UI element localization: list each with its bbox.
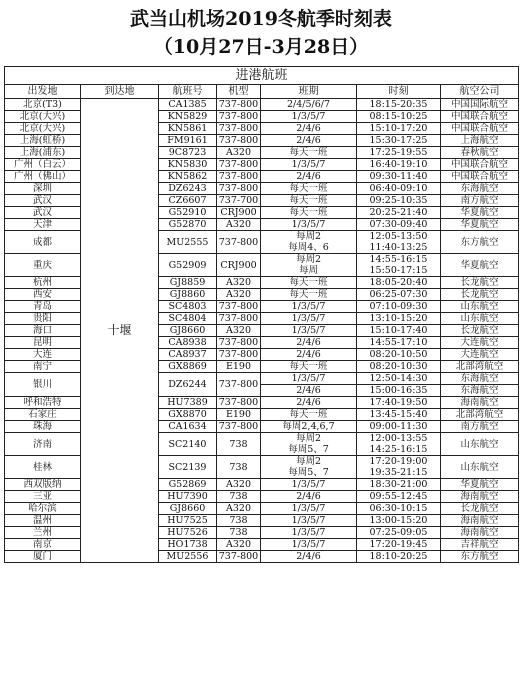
- days-cell-line: 每周: [298, 265, 318, 276]
- origin-cell: 哈尔滨: [5, 503, 81, 515]
- airline-cell: 海南航空: [441, 515, 519, 527]
- days-cell: 1/3/5/7: [261, 503, 357, 515]
- airline-cell: 中国联合航空: [441, 159, 519, 171]
- origin-cell: 武汉: [5, 195, 81, 207]
- time-cell: 09:30-11:40: [357, 171, 441, 183]
- aircraft-cell: 737-800: [217, 159, 261, 171]
- page-title: 武当山机场2019冬航季时刻表: [130, 8, 392, 30]
- time-cell: 13:00-15:20: [357, 515, 441, 527]
- airline-cell: 吉祥航空: [441, 539, 519, 551]
- days-cell: [261, 254, 357, 277]
- aircraft-cell: 737-800: [217, 397, 261, 409]
- days-cell: 2/4/6: [261, 135, 357, 147]
- origin-cell: 大连: [5, 349, 81, 361]
- flight-number-cell: GJ8859: [159, 277, 217, 289]
- flight-number-cell: GJ8860: [159, 289, 217, 301]
- aircraft-cell: 737-800: [217, 337, 261, 349]
- origin-cell: 西双版纳: [5, 479, 81, 491]
- airline-cell: 山东航空: [441, 301, 519, 313]
- column-header-destination: 到达地: [81, 85, 159, 99]
- days-cell: 2/4/6: [261, 551, 357, 563]
- time-cell: 18:05-20:40: [357, 277, 441, 289]
- days-cell: 每周2,4,6,7: [261, 421, 357, 433]
- airline-cell: 春秋航空: [441, 147, 519, 159]
- time-cell: 17:20-19:45: [357, 539, 441, 551]
- days-cell-line: 每周2: [295, 254, 322, 265]
- airline-cell: 中国联合航空: [441, 123, 519, 135]
- aircraft-cell: 738: [217, 515, 261, 527]
- time-cell: 17:25-19:55: [357, 147, 441, 159]
- origin-cell: 银川: [5, 373, 81, 397]
- days-cell-line: 每周2: [295, 456, 322, 467]
- airline-cell: 东海航空: [441, 385, 519, 397]
- days-cell: 2/4/6: [261, 171, 357, 183]
- origin-cell: 温州: [5, 515, 81, 527]
- aircraft-cell: 738: [217, 491, 261, 503]
- table-row: [5, 99, 519, 111]
- time-cell: 15:00-16:35: [357, 385, 441, 397]
- airline-cell: 东方航空: [441, 231, 519, 254]
- flight-number-cell: GX8869: [159, 361, 217, 373]
- origin-cell: 兰州: [5, 527, 81, 539]
- airline-cell: 中国联合航空: [441, 111, 519, 123]
- days-cell: 1/3/5/7: [261, 373, 357, 385]
- aircraft-cell: A320: [217, 479, 261, 491]
- days-cell: 1/3/5/7: [261, 325, 357, 337]
- time-cell-line: 12:05-13:50: [369, 231, 428, 242]
- aircraft-cell: CRJ900: [217, 254, 261, 277]
- origin-cell: 珠海: [5, 421, 81, 433]
- days-cell-line: 每周5、7: [288, 467, 329, 478]
- days-cell: 1/3/5/7: [261, 159, 357, 171]
- time-cell: 18:10-20:25: [357, 551, 441, 563]
- origin-cell: 桂林: [5, 456, 81, 479]
- time-cell: [357, 456, 441, 479]
- days-cell: 2/4/6: [261, 397, 357, 409]
- origin-cell: 杭州: [5, 277, 81, 289]
- section-label: 进港航班: [5, 67, 519, 85]
- days-cell: 1/3/5/7: [261, 515, 357, 527]
- origin-cell: 海口: [5, 325, 81, 337]
- flight-number-cell: CA1634: [159, 421, 217, 433]
- time-cell: 15:30-17:25: [357, 135, 441, 147]
- airline-cell: 长龙航空: [441, 289, 519, 301]
- origin-cell: 西安: [5, 289, 81, 301]
- aircraft-cell: 737-800: [217, 135, 261, 147]
- aircraft-cell: E190: [217, 409, 261, 421]
- flight-number-cell: GX8870: [159, 409, 217, 421]
- flight-number-cell: CA8937: [159, 349, 217, 361]
- days-cell: 2/4/6: [261, 123, 357, 135]
- flight-number-cell: CZ6607: [159, 195, 217, 207]
- origin-cell: 上海(虹桥): [5, 135, 81, 147]
- days-cell: 1/3/5/7: [261, 539, 357, 551]
- time-cell: 15:10-17:20: [357, 123, 441, 135]
- origin-cell: 昆明: [5, 337, 81, 349]
- days-cell-line: 每周5、7: [288, 444, 329, 455]
- aircraft-cell: A320: [217, 147, 261, 159]
- time-cell: [357, 254, 441, 277]
- aircraft-cell: E190: [217, 361, 261, 373]
- origin-cell: 南宁: [5, 361, 81, 373]
- time-cell-line: 12:00-13:55: [369, 433, 428, 444]
- flight-number-cell: KN5830: [159, 159, 217, 171]
- airline-cell: 长龙航空: [441, 503, 519, 515]
- flight-number-cell: KN5861: [159, 123, 217, 135]
- airline-cell: 海南航空: [441, 527, 519, 539]
- time-cell-line: 14:25-16:15: [369, 444, 428, 455]
- airline-cell: 北部湾航空: [441, 361, 519, 373]
- timetable: [4, 66, 519, 563]
- origin-cell: 天津: [5, 219, 81, 231]
- airline-cell: 长龙航空: [441, 277, 519, 289]
- aircraft-cell: 737-800: [217, 183, 261, 195]
- airline-cell: 华夏航空: [441, 219, 519, 231]
- flight-number-cell: DZ6244: [159, 373, 217, 397]
- airline-cell: 海南航空: [441, 397, 519, 409]
- days-cell: 1/3/5/7: [261, 479, 357, 491]
- time-cell-line: 17:20-19:00: [369, 456, 428, 467]
- days-cell: 每天一班: [261, 289, 357, 301]
- flight-number-cell: G52870: [159, 219, 217, 231]
- time-cell: 13:10-15:20: [357, 313, 441, 325]
- time-cell: 20:25-21:40: [357, 207, 441, 219]
- days-cell: 1/3/5/7: [261, 527, 357, 539]
- days-cell: [261, 456, 357, 479]
- days-cell: 1/3/5/7: [261, 111, 357, 123]
- column-header-flight: 航班号: [159, 85, 217, 99]
- days-cell: 每天一班: [261, 183, 357, 195]
- aircraft-cell: 738: [217, 527, 261, 539]
- airline-cell: 山东航空: [441, 433, 519, 456]
- section-row: [5, 67, 519, 85]
- origin-cell: 北京(大兴): [5, 123, 81, 135]
- time-cell: 09:00-11:30: [357, 421, 441, 433]
- time-cell: 18:15-20:35: [357, 99, 441, 111]
- aircraft-cell: 737-800: [217, 373, 261, 397]
- origin-cell: 成都: [5, 231, 81, 254]
- flight-number-cell: G52909: [159, 254, 217, 277]
- days-cell: 每天一班: [261, 277, 357, 289]
- flight-number-cell: 9C8723: [159, 147, 217, 159]
- time-cell-line: 14:55-16:15: [369, 254, 428, 265]
- flight-number-cell: HU7526: [159, 527, 217, 539]
- flight-number-cell: KN5829: [159, 111, 217, 123]
- flight-number-cell: KN5862: [159, 171, 217, 183]
- aircraft-cell: 737-800: [217, 301, 261, 313]
- flight-number-cell: G52910: [159, 207, 217, 219]
- aircraft-cell: 737-800: [217, 123, 261, 135]
- flight-number-cell: MU2556: [159, 551, 217, 563]
- days-cell: 2/4/6: [261, 349, 357, 361]
- flight-number-cell: HU7389: [159, 397, 217, 409]
- airline-cell: 大连航空: [441, 349, 519, 361]
- airline-cell: 南方航空: [441, 421, 519, 433]
- origin-cell: 三亚: [5, 491, 81, 503]
- time-cell: 18:30-21:00: [357, 479, 441, 491]
- flight-number-cell: SC4803: [159, 301, 217, 313]
- time-cell: [357, 433, 441, 456]
- column-header-origin: 出发地: [5, 85, 81, 99]
- time-cell-line: 15:50-17:15: [369, 265, 428, 276]
- aircraft-cell: 737-800: [217, 313, 261, 325]
- aircraft-cell: CRJ900: [217, 207, 261, 219]
- flight-number-cell: MU2555: [159, 231, 217, 254]
- days-cell: 每天一班: [261, 409, 357, 421]
- days-cell: 每天一班: [261, 195, 357, 207]
- origin-cell: 广州（佛山）: [5, 171, 81, 183]
- origin-cell: 北京(T3): [5, 99, 81, 111]
- days-cell: [261, 433, 357, 456]
- column-header-time: 时刻: [357, 85, 441, 99]
- aircraft-cell: A320: [217, 289, 261, 301]
- page-subtitle: （10月27日-3月28日）: [153, 36, 369, 58]
- airline-cell: 东海航空: [441, 373, 519, 385]
- destination-cell: 十堰: [81, 99, 159, 563]
- origin-cell: 石家庄: [5, 409, 81, 421]
- origin-cell: 上海(浦东): [5, 147, 81, 159]
- aircraft-cell: 737-800: [217, 349, 261, 361]
- days-cell: 2/4/6: [261, 491, 357, 503]
- time-cell: 16:40-19:10: [357, 159, 441, 171]
- time-cell: 09:55-12:45: [357, 491, 441, 503]
- time-cell: 15:10-17:40: [357, 325, 441, 337]
- airline-cell: 大连航空: [441, 337, 519, 349]
- origin-cell: 南京: [5, 539, 81, 551]
- days-cell-line: 每周2: [295, 433, 322, 444]
- days-cell-line: 每周4、6: [288, 242, 329, 253]
- aircraft-cell: 738: [217, 456, 261, 479]
- days-cell: [261, 231, 357, 254]
- days-cell: 2/4/6: [261, 337, 357, 349]
- time-cell: 17:40-19:50: [357, 397, 441, 409]
- origin-cell: 北京(大兴): [5, 111, 81, 123]
- column-header-aircraft: 机型: [217, 85, 261, 99]
- header-row: [5, 85, 519, 99]
- column-header-airline: 航空公司: [441, 85, 519, 99]
- time-cell: 14:55-17:10: [357, 337, 441, 349]
- airline-cell: 中国国际航空: [441, 99, 519, 111]
- time-cell: 09:25-10:35: [357, 195, 441, 207]
- time-cell: 07:10-09:30: [357, 301, 441, 313]
- aircraft-cell: A320: [217, 219, 261, 231]
- airline-cell: 上海航空: [441, 135, 519, 147]
- aircraft-cell: 737-800: [217, 551, 261, 563]
- flight-number-cell: HU7525: [159, 515, 217, 527]
- flight-number-cell: SC2140: [159, 433, 217, 456]
- airline-cell: 中国联合航空: [441, 171, 519, 183]
- flight-number-cell: FM9161: [159, 135, 217, 147]
- flight-number-cell: HU7390: [159, 491, 217, 503]
- days-cell: 1/3/5/7: [261, 219, 357, 231]
- time-cell: 06:25-07:30: [357, 289, 441, 301]
- time-cell: 08:20-10:30: [357, 361, 441, 373]
- days-cell: 2/4/5/6/7: [261, 99, 357, 111]
- origin-cell: 济南: [5, 433, 81, 456]
- airline-cell: 东海航空: [441, 183, 519, 195]
- time-cell: 08:15-10:25: [357, 111, 441, 123]
- days-cell: 2/4/6: [261, 385, 357, 397]
- flight-number-cell: HO1738: [159, 539, 217, 551]
- aircraft-cell: 738: [217, 433, 261, 456]
- aircraft-cell: 737-800: [217, 421, 261, 433]
- airline-cell: 华夏航空: [441, 207, 519, 219]
- time-cell: 06:30-10:15: [357, 503, 441, 515]
- time-cell: 07:25-09:05: [357, 527, 441, 539]
- days-cell: 1/3/5/7: [261, 313, 357, 325]
- days-cell-line: 每周2: [295, 231, 322, 242]
- time-cell: 12:50-14:30: [357, 373, 441, 385]
- time-cell: 13:45-15:40: [357, 409, 441, 421]
- days-cell: 每天一班: [261, 147, 357, 159]
- origin-cell: 广州（白云）: [5, 159, 81, 171]
- origin-cell: 呼和浩特: [5, 397, 81, 409]
- airline-cell: 长龙航空: [441, 325, 519, 337]
- aircraft-cell: A320: [217, 277, 261, 289]
- days-cell: 每天一班: [261, 207, 357, 219]
- airline-cell: 山东航空: [441, 456, 519, 479]
- airline-cell: 东方航空: [441, 551, 519, 563]
- time-cell: 06:40-09:10: [357, 183, 441, 195]
- origin-cell: 贵阳: [5, 313, 81, 325]
- time-cell: [357, 231, 441, 254]
- flight-number-cell: GJ8660: [159, 325, 217, 337]
- airline-cell: 海南航空: [441, 491, 519, 503]
- origin-cell: 青岛: [5, 301, 81, 313]
- flight-number-cell: DZ6243: [159, 183, 217, 195]
- origin-cell: 重庆: [5, 254, 81, 277]
- flight-number-cell: CA1385: [159, 99, 217, 111]
- aircraft-cell: A320: [217, 539, 261, 551]
- origin-cell: 深圳: [5, 183, 81, 195]
- airline-cell: 山东航空: [441, 313, 519, 325]
- flight-number-cell: SC2139: [159, 456, 217, 479]
- aircraft-cell: 737-800: [217, 231, 261, 254]
- time-cell-line: 11:40-13:25: [369, 242, 428, 253]
- aircraft-cell: 737-700: [217, 195, 261, 207]
- origin-cell: 武汉: [5, 207, 81, 219]
- days-cell: 每天一班: [261, 361, 357, 373]
- column-header-days: 班期: [261, 85, 357, 99]
- flight-number-cell: GJ8660: [159, 503, 217, 515]
- origin-cell: 厦门: [5, 551, 81, 563]
- aircraft-cell: A320: [217, 503, 261, 515]
- aircraft-cell: A320: [217, 325, 261, 337]
- flight-number-cell: SC4804: [159, 313, 217, 325]
- flight-number-cell: CA8938: [159, 337, 217, 349]
- airline-cell: 南方航空: [441, 195, 519, 207]
- airline-cell: 华夏航空: [441, 479, 519, 491]
- flight-number-cell: G52869: [159, 479, 217, 491]
- days-cell: 1/3/5/7: [261, 301, 357, 313]
- time-cell: 08:20-10:50: [357, 349, 441, 361]
- airline-cell: 华夏航空: [441, 254, 519, 277]
- time-cell: 07:30-09:40: [357, 219, 441, 231]
- airline-cell: 北部湾航空: [441, 409, 519, 421]
- aircraft-cell: 737-800: [217, 171, 261, 183]
- aircraft-cell: 737-800: [217, 111, 261, 123]
- time-cell-line: 19:35-21:15: [369, 467, 428, 478]
- aircraft-cell: 737-800: [217, 99, 261, 111]
